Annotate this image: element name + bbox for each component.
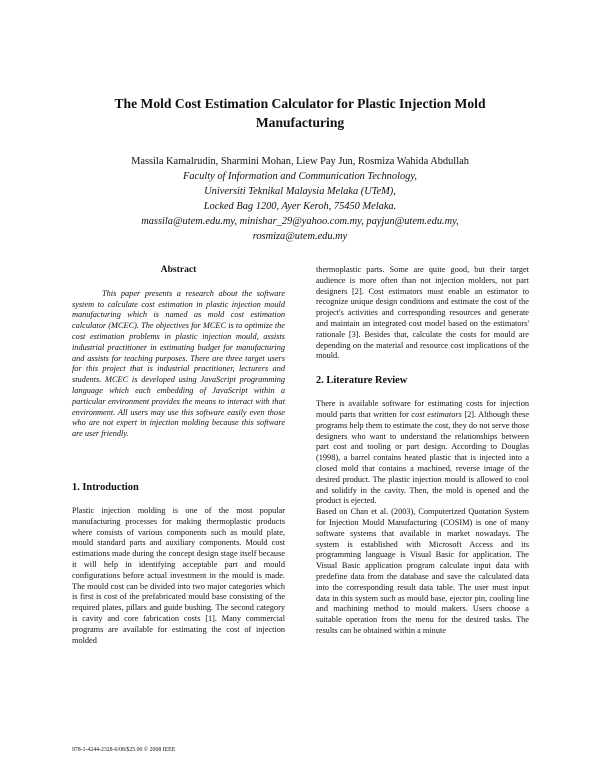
lit-p1-after: [2]. Although these programs help them to estimate the cost, they do not serve those designers who want to understand the relationships between part cost and tooling or part design. According to Douglas (1998), a barrel contains heated plastic that is injected into a closed mold that contains a machined, reverse image of the desired product. The plastic injection mould is allowed to cool and solidify in the cavity. Then, the mold is opened and the product is ejected.	[316, 409, 529, 506]
right-column	[316, 265, 529, 637]
abstract-heading: Abstract	[160, 264, 197, 275]
abstract-body	[72, 289, 285, 440]
abstract-text: This paper presents a research about the software system to calculate cost estimation in plastic injection mould manufacturing which is named as mold cost estimation calculator (MCEC). The objectives for MCEC is to optimize the cost estimation problems in plastic injection mould, assists industrial practitioner in estimating budget for manufacturing and assists for teaching purposes. There are three target users for this project that is industrial practitioner, lecturers and students. MCEC is developed using JavaScript programming language which each embedding of JavaScript within a particular environment provides the means to interact with that environment. All users may use this software easily even those who are not expert in injection molding because this software are user friendly.	[72, 288, 285, 439]
email-line: rosmiza@utem.edu.my	[252, 231, 348, 242]
affiliation-line: Universiti Teknikal Malaysia Melaka (UTeM),	[204, 186, 396, 197]
introduction-heading: 1. Introduction	[72, 481, 139, 493]
left-column	[72, 265, 285, 646]
email-line: massila@utem.edu.my, minishar_29@yahoo.com.my, payjun@utem.edu.my,	[141, 216, 459, 227]
title-line-1: The Mold Cost Estimation Calculator for Plastic Injection Mold	[114, 96, 486, 111]
affiliation-line: Faculty of Information and Communication Technology,	[183, 171, 417, 182]
literature-review-heading: 2. Literature Review	[316, 375, 408, 387]
author-names: Massila Kamalrudin, Sharmini Mohan, Liew Pay Jun, Rosmiza Wahida Abdullah	[131, 156, 469, 167]
literature-paragraph-2: Based on Chan et al. (2003), Computerized Quotation System for Injection Mould Manufacturing (COSIM) is one of many software systems that available in market nowadays. The system is established with Microsoft Access and its programming language is Visual Basic for application. The Visual Basic application program calculate input data with predefine data from the database and save the calculated data into the corresponding result data table. The user must input data in this system such as mould base, ejector pin, cooling line and machining method to mould makers. Users choose a suitable operation from the menu for the desired tasks. The results can be obtained within a minute	[316, 507, 529, 635]
paper-title	[60, 94, 540, 132]
author-block	[40, 154, 560, 244]
title-line-2: Manufacturing	[255, 115, 345, 130]
literature-paragraph-1	[316, 399, 529, 507]
lit-p1-emphasis: cost estimators	[411, 409, 462, 419]
affiliation-line: Locked Bag 1200, Ayer Keroh, 75450 Melaka.	[203, 201, 397, 212]
lit-p1-before: There is available software for estimating costs for injection mould parts that written for	[316, 399, 529, 419]
introduction-continuation: thermoplastic parts. Some are quite good, but their target audience is more often than not injection molders, not part designers [2]. Cost estimators must enable an estimator to recognize unique design conditions and estimate the cost of the project's activities and corresponding resources and generate and maintain an integrated cost model based on the estimators' rationale [3]. Besides that, calculate the costs for mould are depending on the material and resource cost implications of the mould.	[316, 265, 529, 361]
introduction-text: Plastic injection molding is one of the most popular manufacturing processes for making thermoplastic products where consists of various components such as mould plate, mould standard parts and auxiliary components. Mould cost estimations made during the concept design stage itself because it will help in identifying acceptable part and mould configurations before actual investment in the mould is made. The mould cost can be divided into two major categories which is first is cost of the prefabricated mould base consisting of the required plates, pillars and guide bushing. The second category is cavity and core fabrication costs [1]. Many commercial programs are available for estimating the cost of injection molded	[72, 505, 285, 645]
copyright-footer: 978-1-4244-2328-6/08/$25.00 © 2008 IEEE	[72, 747, 176, 753]
